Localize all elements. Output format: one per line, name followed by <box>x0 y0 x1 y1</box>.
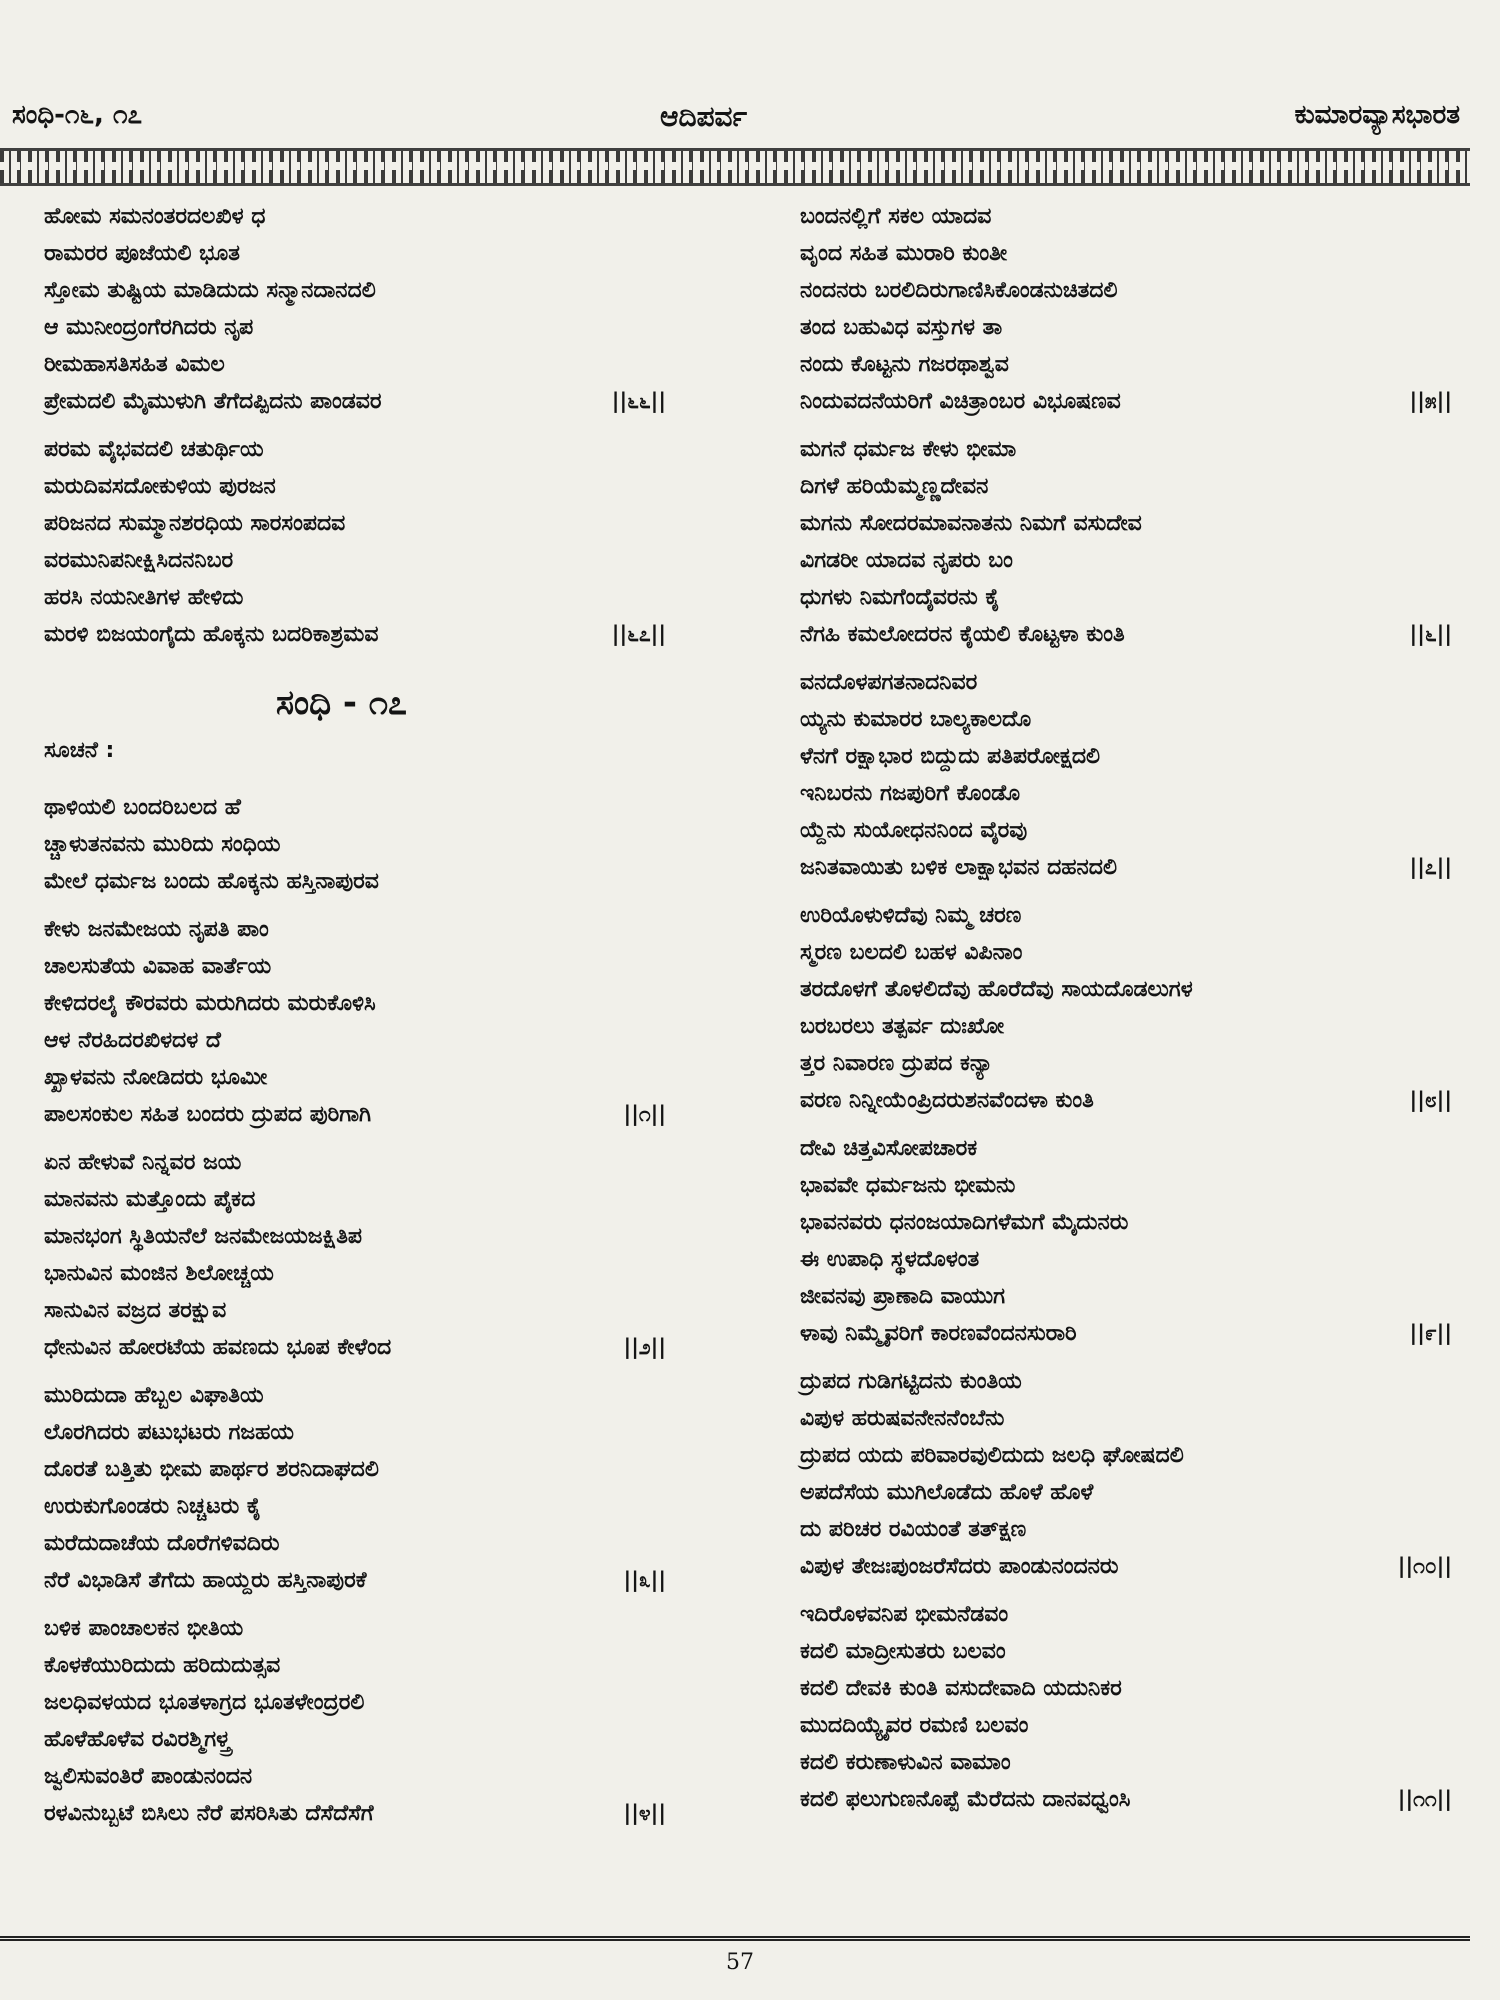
right-column <box>800 198 1460 1829</box>
verse-line: ಹೊಳೆಹೊಳೆವ ರವಿರಶ್ಮಿಗಳ್ತ್ರ <box>44 1727 231 1752</box>
verse-line: ಖ್ಖಾಳವನು ನೋಡಿದರು ಭೂಮೀ <box>44 1065 268 1090</box>
verse-line: ಸ್ತೋಮ ತುಷ್ಟಿಯ ಮಾಡಿದುದು ಸನ್ಮಾನದಾನದಲಿ <box>44 278 376 303</box>
verse-line: ಪರಮ ವೈಭವದಲಿ ಚತುರ್ಥಿಯ <box>44 437 264 462</box>
running-head-left: ಸಂಧಿ-೧೬, ೧೭ <box>12 100 143 130</box>
stanza <box>44 1610 684 1832</box>
verse-line: ವರಮುನಿಪನೀಕ್ಷಿಸಿದನನಿಬರ <box>44 548 234 573</box>
verse-line: ಪ್ರೇಮದಲಿ ಮೈಮುಳುಗಿ ತೆಗೆದಪ್ಪಿದನು ಪಾಂಡವರ ||೬೬|| <box>44 383 684 420</box>
verse-line: ರೀಮಹಾಸತಿಸಹಿತ ವಿಮಲ <box>44 352 225 377</box>
verse-line: ನೆಗಹಿ ಕಮಲೋದರನ ಕೈಯಲಿ ಕೊಟ್ಟಳಾ ಕುಂತಿ ||೬|| <box>800 616 1460 653</box>
verse-line: ಆಳ ನೆರಹಿದರಖಿಳದಳ ದೆ <box>44 1028 221 1053</box>
ornamental-border <box>0 148 1470 186</box>
verse-line: ಚ್ಚಾಳುತನವನು ಮುರಿದು ಸಂಧಿಯ <box>44 832 281 857</box>
sandhi-heading: ಸಂಧಿ - ೧೭ <box>276 683 407 723</box>
stanza-number: ||೬೭|| <box>611 622 666 646</box>
verse-line: ಯ್ಯನು ಕುಮಾರರ ಬಾಲ್ಯಕಾಲದೊ <box>800 707 1032 732</box>
verse-line: ಪಾಲಸಂಕುಲ ಸಹಿತ ಬಂದರು ದ್ರುಪದ ಪುರಿಗಾಗಿ ||೧|| <box>44 1096 684 1133</box>
verse-line: ಆ ಮುನೀಂದ್ರಂಗೆರಗಿದರು ನೃಪ <box>44 315 254 340</box>
footer-rule <box>0 1936 1470 1941</box>
verse-line: ಕದಲಿ ದೇವಕಿ ಕುಂತಿ ವಸುದೇವಾದಿ ಯದುನಿಕರ <box>800 1676 1122 1701</box>
verse-line: ಭಾನುವಿನ ಮಂಜಿನ ಶಿಲೋಚ್ಚಯ <box>44 1261 274 1286</box>
verse-line: ಲೊರಗಿದರು ಪಟುಭಟರು ಗಜಹಯ <box>44 1420 294 1445</box>
verse-line: ಜನಿತವಾಯಿತು ಬಳಿಕ ಲಾಕ್ಷಾಭವನ ದಹನದಲಿ ||೭|| <box>800 849 1460 886</box>
verse-line: ದೇವಿ ಚಿತ್ತವಿಸೋಪಚಾರಕ <box>800 1136 978 1161</box>
verse-line: ಈ ಉಪಾಧಿ ಸ್ಥಳದೊಳಂತ <box>800 1247 980 1272</box>
verse-line: ದ್ರುಪದ ಗುಡಿಗಟ್ಟಿದನು ಕುಂತಿಯ <box>800 1369 1022 1394</box>
verse-line: ಥಾಳಿಯಲಿ ಬಂದರಿಬಲದ ಹೆ <box>44 795 241 820</box>
stanza-number: ||೯|| <box>1409 1321 1452 1345</box>
stanza-number: ||೬೬|| <box>611 389 666 413</box>
verse-line: ನಂದನರು ಬರಲಿದಿರುಗಾಣಿಸಿಕೊಂಡನುಚಿತದಲಿ <box>800 278 1118 303</box>
stanza <box>44 1377 684 1599</box>
stanza-number: ||೧|| <box>623 1102 666 1126</box>
verse-line: ಭಾವವೇ ಧರ್ಮಜನು ಭೀಮನು <box>800 1173 1016 1198</box>
verse-line: ಮಗನೆ ಧರ್ಮಜ ಕೇಳು ಭೀಮಾ <box>800 437 1017 462</box>
verse-line: ಉರುಕುಗೊಂಡರು ನಿಚ್ಚಟರು ಕೈ <box>44 1494 262 1519</box>
verse-line: ಬರಬರಲು ತತ್ಪರ್ವ ದುಃಖೋ <box>800 1014 1005 1039</box>
verse-line: ಜೀವನವು ಪ್ರಾಣಾದಿ ವಾಯುಗ <box>800 1284 1006 1309</box>
verse-line: ಪರಿಜನದ ಸುಮ್ಮಾನಶರಧಿಯ ಸಾರಸಂಪದವ <box>44 511 346 536</box>
verse-line: ಮರಳಿ ಬಿಜಯಂಗೈದು ಹೊಕ್ಕನು ಬದರಿಕಾಶ್ರಮವ ||೬೭|| <box>44 616 684 653</box>
verse-line: ವಿಗಡರೀ ಯಾದವ ನೃಪರು ಬಂ <box>800 548 1013 573</box>
verse-line: ದ್ರುಪದ ಯದು ಪರಿವಾರವುಲಿದುದು ಜಲಧಿ ಘೋಷದಲಿ <box>800 1443 1184 1468</box>
left-bottom-stanzas <box>44 789 684 1832</box>
stanza-number: ||೮|| <box>1409 1088 1452 1112</box>
verse-line: ಇನಿಬರನು ಗಜಪುರಿಗೆ ಕೊಂಡೊ <box>800 781 1021 806</box>
stanza <box>800 1596 1460 1818</box>
verse-line: ವೃಂದ ಸಹಿತ ಮುರಾರಿ ಕುಂತೀ <box>800 241 1008 266</box>
stanza-number: ||೭|| <box>1409 855 1452 879</box>
verse-line: ನಿಂದುವದನೆಯರಿಗೆ ವಿಚಿತ್ರಾಂಬರ ವಿಭೂಷಣವ ||೫|| <box>800 383 1460 420</box>
verse-line: ಕದಲಿ ಫಲುಗುಣನೊಪ್ಪೆ ಮೆರೆದನು ದಾನವಧ್ವಂಸಿ ||೧೧|| <box>800 1781 1460 1818</box>
stanza-number: ||೬|| <box>1409 622 1452 646</box>
stanza <box>44 431 684 653</box>
verse-line: ಸಾನುವಿನ ವಜ್ರದ ತರಕ್ಷುವ <box>44 1298 227 1323</box>
left-column <box>44 198 684 1843</box>
verse-line: ನೆರೆ ವಿಭಾಡಿಸೆ ತೆಗೆದು ಹಾಯ್ದರು ಹಸ್ತಿನಾಪುರಕೆ ||೩|| <box>44 1562 684 1599</box>
verse-line: ಧುಗಳು ನಿಮಗೆಂದೈವರನು ಕೈ <box>800 585 1000 610</box>
verse-line: ವನದೊಳಪಗತನಾದನಿವರ <box>800 670 978 695</box>
page-number: 57 <box>726 1950 754 1975</box>
verse-line: ಳಾವು ನಿಮ್ಮೈವರಿಗೆ ಕಾರಣವೆಂದನಸುರಾರಿ ||೯|| <box>800 1315 1460 1352</box>
running-head-center: ಆದಿಪರ್ವ <box>660 100 747 133</box>
stanza <box>800 1363 1460 1585</box>
verse-line: ಕದಲಿ ಮಾದ್ರೀಸುತರು ಬಲವಂ <box>800 1639 1006 1664</box>
verse-line: ಏನ ಹೇಳುವೆ ನಿನ್ನವರ ಜಯ <box>44 1150 242 1175</box>
verse-line: ಉರಿಯೊಳುಳಿದೆವು ನಿಮ್ಮ ಚರಣ <box>800 903 1022 928</box>
stanza <box>800 198 1460 420</box>
right-stanzas <box>800 198 1460 1818</box>
verse-line: ವರಣ ನಿನ್ನೀಯೆಂಪ್ರಿದರುಶನವೆಂದಳಾ ಕುಂತಿ ||೮|| <box>800 1082 1460 1119</box>
stanza-number: ||೧೧|| <box>1397 1787 1452 1811</box>
stanza-number: ||೨|| <box>623 1335 666 1359</box>
stanza <box>800 664 1460 886</box>
stanza <box>800 897 1460 1119</box>
verse-line: ಭಾವನವರು ಧನಂಜಯಾದಿಗಳೆಮಗೆ ಮೈದುನರು <box>800 1210 1129 1235</box>
stanza <box>44 911 684 1133</box>
left-top-stanzas <box>44 198 684 653</box>
verse-line: ಮಾನಭಂಗ ಸ್ಥಿತಿಯನೆಲೆ ಜನಮೇಜಯಜಕ್ಷಿತಿಪ <box>44 1224 363 1249</box>
verse-line: ತ್ತರ ನಿವಾರಣ ದ್ರುಪದ ಕನ್ಯಾ <box>800 1051 993 1076</box>
stanza <box>800 431 1460 653</box>
verse-line: ಬಳಿಕ ಪಾಂಚಾಲಕನ ಭೀತಿಯ <box>44 1616 244 1641</box>
verse-line: ಮಗನು ಸೋದರಮಾವನಾತನು ನಿಮಗೆ ವಸುದೇವ <box>800 511 1142 536</box>
verse-line: ಕೇಳು ಜನಮೇಜಯ ನೃಪತಿ ಪಾಂ <box>44 917 269 942</box>
verse-line: ಕೇಳಿದರಲೈ ಕೌರವರು ಮರುಗಿದರು ಮರುಕೊಳಿಸಿ <box>44 991 376 1016</box>
verse-line: ತರದೊಳಗೆ ತೊಳಲಿದೆವು ಹೊರೆದೆವು ಸಾಯದೊಡಲುಗಳ <box>800 977 1193 1002</box>
verse-line: ಅಪದೆಸೆಯ ಮುಗಿಲೊಡೆದು ಹೊಳೆ ಹೊಳೆ <box>800 1480 1094 1505</box>
verse-line: ಇದಿರೊಳವನಿಪ ಭೀಮನೆಡವಂ <box>800 1602 1009 1627</box>
stanza <box>44 789 684 900</box>
verse-line: ಳೆನಗೆ ರಕ್ಷಾಭಾರ ಬಿದ್ದುದು ಪತಿಪರೋಕ್ಷದಲಿ <box>800 744 1101 769</box>
verse-line: ಸ್ಮರಣ ಬಲದಲಿ ಬಹಳ ವಿಪಿನಾಂ <box>800 940 1023 965</box>
verse-line: ಬಂದನಲ್ಲಿಗೆ ಸಕಲ ಯಾದವ <box>800 204 992 229</box>
verse-line: ಹೋಮ ಸಮನಂತರದಲಖಿಳ ಧ <box>44 204 266 229</box>
verse-line: ಮರುದಿವಸದೋಕುಳಿಯ ಪುರಜನ <box>44 474 276 499</box>
verse-line: ವಿಪುಳ ಹರುಷವನೇನನೆಂಬೆನು <box>800 1406 1005 1431</box>
verse-line: ವಿಪುಳ ತೇಜಃಪುಂಜರೆಸೆದರು ಪಾಂಡುನಂದನರು ||೧೦|| <box>800 1548 1460 1585</box>
verse-line: ಮುರಿದುದಾ ಹೆಬ್ಬಲ ವಿಘಾತಿಯ <box>44 1383 264 1408</box>
verse-line: ಧೇನುವಿನ ಹೋರಟೆಯ ಹವಣದು ಭೂಪ ಕೇಳೆಂದ ||೨|| <box>44 1329 684 1366</box>
verse-line: ಜ್ವಲಿಸುವಂತಿರೆ ಪಾಂಡುನಂದನ <box>44 1764 253 1789</box>
verse-line: ತಂದ ಬಹುವಿಧ ವಸ್ತುಗಳ ತಾ <box>800 315 1003 340</box>
verse-line: ಕೊಳಕೆಯುರಿದುದು ಹರಿದುದುತ್ಸವ <box>44 1653 281 1678</box>
page-header <box>0 100 1500 140</box>
stanza-number: ||೫|| <box>1409 389 1452 413</box>
verse-line: ಮಾನವನು ಮತ್ತೊಂದು ಪೈಕದ <box>44 1187 256 1212</box>
verse-line: ಜಲಧಿವಳಯದ ಭೂತಳಾಗ್ರದ ಭೂತಳೇಂದ್ರರಲಿ <box>44 1690 365 1715</box>
stanza <box>800 1130 1460 1352</box>
stanza-number: ||೩|| <box>623 1568 666 1592</box>
running-head-right: ಕುಮಾರವ್ಯಾಸಭಾರತ <box>1294 100 1460 130</box>
verse-line: ಕದಲಿ ಕರುಣಾಳುವಿನ ವಾಮಾಂ <box>800 1750 1011 1775</box>
stanza <box>44 198 684 420</box>
verse-line: ದೊರತೆ ಬತ್ತಿತು ಭೀಮ ಪಾರ್ಥರ ಶರನಿದಾಘದಲಿ <box>44 1457 379 1482</box>
suchane-label: ಸೂಚನೆ : <box>44 738 115 763</box>
verse-line: ದಿಗಳೆ ಹರಿಯೆಮ್ಮಣ್ಣದೇವನ <box>800 474 989 499</box>
verse-line: ಮುದದಿಯ್ಯೈವರ ರಮಣಿ ಬಲವಂ <box>800 1713 1029 1738</box>
stanza-number: ||೧೦|| <box>1397 1554 1452 1578</box>
verse-line: ರಳವಿನುಬ್ಬಟೆ ಬಿಸಿಲು ನೆರೆ ಪಸರಿಸಿತು ದೆಸೆದೆಸೆಗೆ ||೪|| <box>44 1795 684 1832</box>
verse-line: ಮೇಲೆ ಧರ್ಮಜ ಬಂದು ಹೊಕ್ಕನು ಹಸ್ತಿನಾಪುರವ <box>44 869 379 894</box>
stanza <box>44 1144 684 1366</box>
verse-line: ರಾಮರರ ಪೂಜೆಯಲಿ ಭೂತ <box>44 241 240 266</box>
verse-line: ದು ಪರಿಚರ ರವಿಯಂತೆ ತತ್ಕ್ಷಣ <box>800 1517 1027 1542</box>
verse-line: ಚಾಲಸುತೆಯ ವಿವಾಹ ವಾರ್ತೆಯ <box>44 954 272 979</box>
verse-line: ಮರೆದುದಾಚೆಯ ದೊರೆಗಳಿವದಿರು <box>44 1531 280 1556</box>
stanza-number: ||೪|| <box>623 1801 666 1825</box>
verse-line: ಯ್ದೆನು ಸುಯೋಧನನಿಂದ ವೈರವು <box>800 818 1028 843</box>
verse-line: ನಂದು ಕೊಟ್ಟನು ಗಜರಥಾಶ್ವವ <box>800 352 1009 377</box>
verse-line: ಹರಸಿ ನಯನೀತಿಗಳ ಹೇಳಿದು <box>44 585 244 610</box>
